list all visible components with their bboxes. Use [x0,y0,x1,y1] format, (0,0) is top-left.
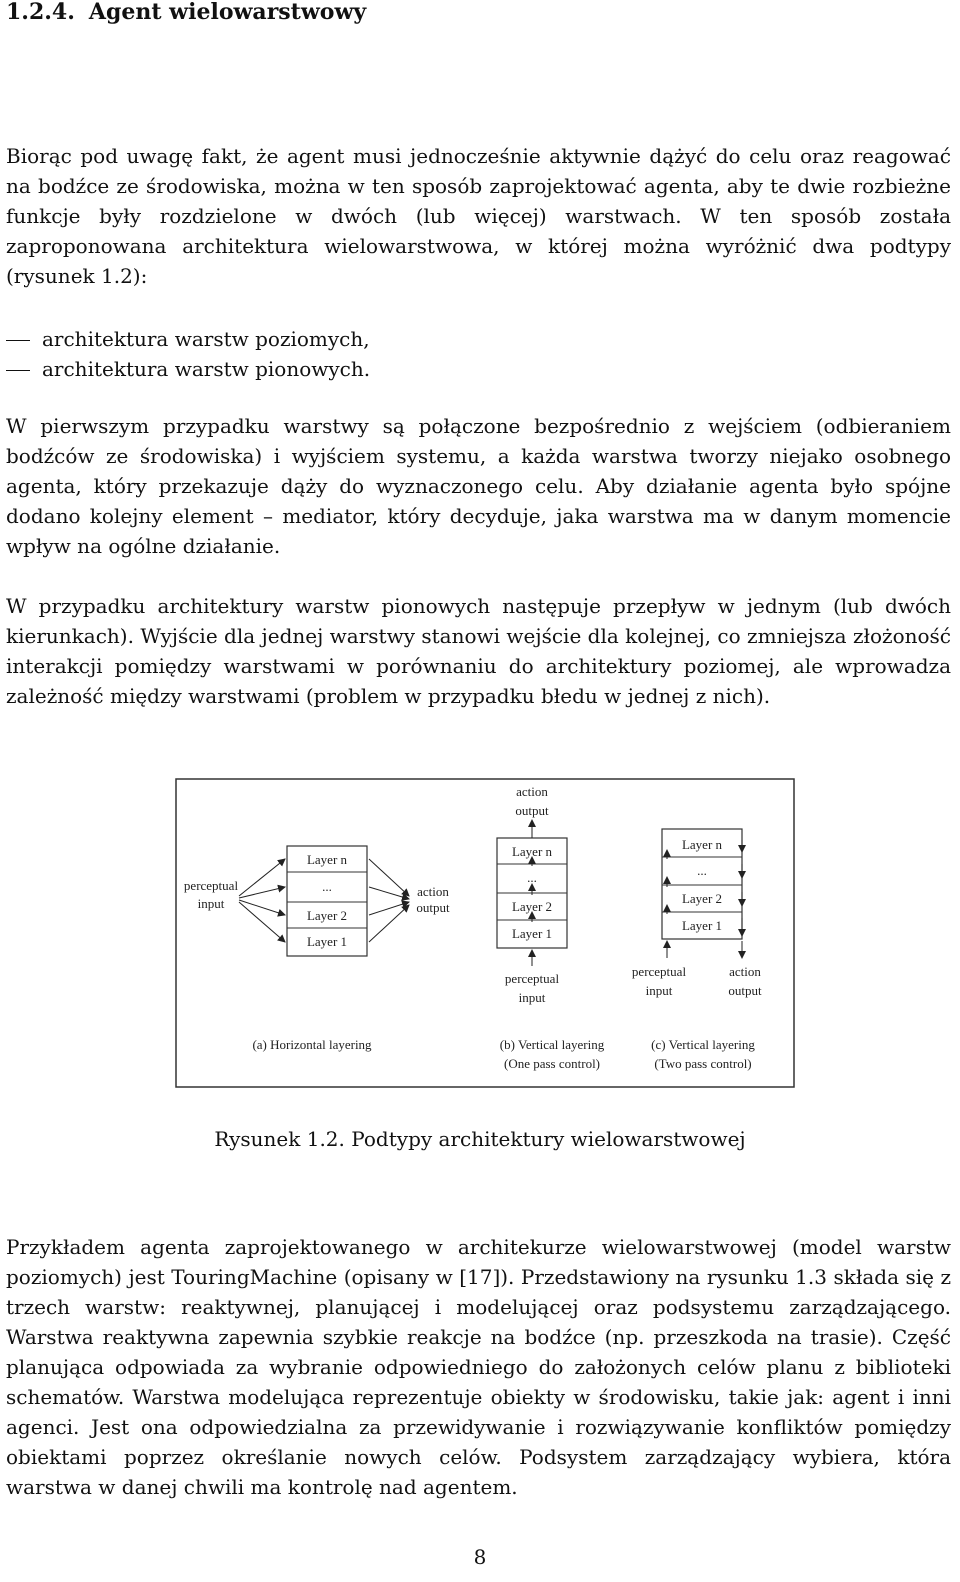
layer-label: Layer 2 [681,891,723,906]
input-label: perceptual [504,971,560,986]
intro-paragraph: Biorąc pod uwagę fakt, że agent musi jednocześnie aktywnie dążyć do celu oraz reagować na bodźce ze środowiska, można w ten sposób zaprojektować agenta, aby te dwie rozbieżne funkcje były rozdzielone w dwóch (lub więcej) warstwach. W ten sposób została zaproponowana architektura wielowarstwowa, w której można wyróżnić dwa podtypy (rysunek 1.2): [6,144,951,288]
input-arrows [239,859,285,942]
section-number: 1.2.4. [6,0,75,25]
list-item: architektura warstw poziomych, [6,324,951,354]
layer-label: Layer 1 [681,918,723,933]
section-title: Agent wielowarstwowy [88,0,367,25]
panel-horizontal [184,846,450,1052]
dash-marker [6,340,30,341]
panel-vertical-two-pass [632,829,762,1071]
panel-caption: (b) Vertical layering [499,1037,605,1052]
horizontal-paragraph: W pierwszym przypadku warstwy są połączone bezpośrednio z wejściem (odbieraniem bodźców ze środowiska) i wyjściem systemu, a każda warstwa tworzy niejako osobnego agenta, który przekazuje dąży do wyznaczonego celu. Aby działanie agenta było spójne dodano kolejny element – mediator, który decyduje, jaka warstwa ma w danym momencie wpływ na ogólne działanie. [6,414,951,558]
example-paragraph: Przykładem agenta zaprojektowanego w architekurze wielowarstwowej (model warstw poziomych) jest TouringMachine (opisany w [17]). Przedstawiony na rysunku 1.3 składa się z trzech warstw: reaktywnej, planującej i modelującej oraz podsystemu zarządzającego. Warstwa reaktywna zapewnia szybkie reakcje na bodźce (np. przeszkoda na trasie). Część planująca odpowiada za wybranie odpowiedniego do założonych celów planu z biblioteki schematów. Warstwa modelująca reprezentuje obiekty w środowisku, takie jak: agent i inni agenci. Jest ona odpowiedzialna za przewidywanie i rozwiązywanie konfliktów pomiędzy obiektami poprzez określanie nowych celów. Podsystem zarządzający wybiera, która warstwa w danej chwili ma kontrolę nad agentem. [6,1235,951,1499]
input-label: perceptual [183,878,239,893]
figure-caption: Rysunek 1.2. Podtypy architektury wielowarstwowej [214,1127,746,1151]
layer-label: ... [322,879,332,894]
output-label: action [516,784,548,799]
layer-label: Layer 2 [306,908,348,923]
layer-label: Layer 2 [511,899,553,914]
output-label: output [515,803,549,818]
panel-caption: (Two pass control) [654,1056,752,1071]
section-heading [6,0,366,27]
layer-label: Layer n [681,837,723,852]
dash-marker [6,370,30,371]
panel-caption: (c) Vertical layering [651,1037,755,1052]
layer-label: Layer 1 [306,934,348,949]
page-number: 8 [473,1545,487,1569]
layering-figure [175,778,795,1088]
layer-label: Layer n [511,844,553,859]
layering-diagram [175,778,795,1088]
input-label: input [518,990,546,1005]
panel-caption: (One pass control) [503,1056,601,1071]
panel-caption: (a) Horizontal layering [252,1037,372,1052]
layer-label: ... [527,870,537,885]
subtype-list [6,324,951,384]
layer-label: Layer n [306,852,348,867]
vertical-paragraph: W przypadku architektury warstw pionowych następuje przepływ w jednym (lub dwóch kierunkach). Wyjście dla jednej warstwy stanowi wejście dla kolejnej, co zmniejsza złożoność interakcji pomiędzy warstwami w porównaniu do architektury poziomej, ale wprowadza zależność między warstwami (problem w przypadku błedu w jednej z nich). [6,594,951,708]
input-label: input [197,896,225,911]
list-item: architektura warstw pionowych. [6,354,951,384]
layer-label: ... [697,863,707,878]
input-label: perceptual [631,964,687,979]
output-label: action [729,964,761,979]
panel-vertical-one-pass [497,784,605,1071]
output-label: action [417,884,449,899]
output-label: output [728,983,762,998]
output-arrows [369,859,409,942]
output-label: output [416,900,450,915]
input-label: input [645,983,673,998]
layer-label: Layer 1 [511,926,553,941]
